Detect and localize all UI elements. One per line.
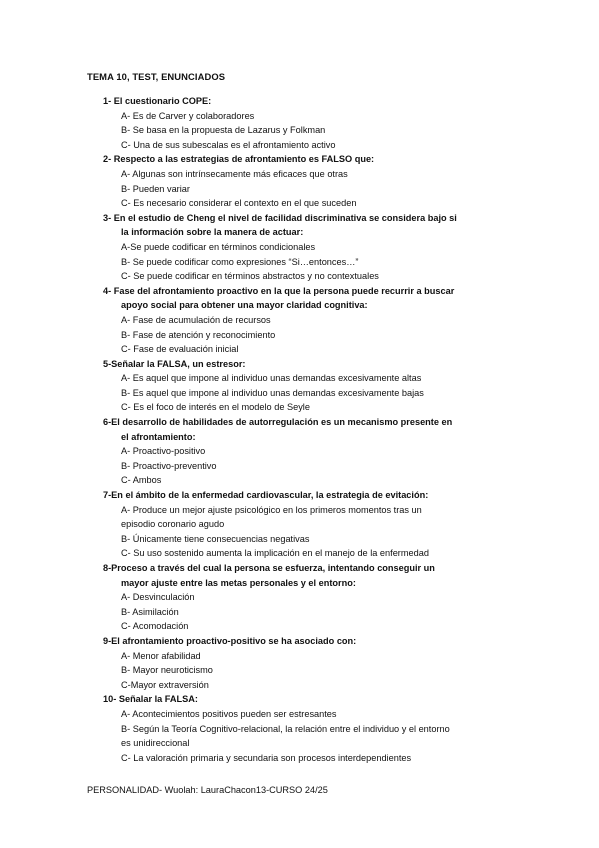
answer-option: B- Pueden variar xyxy=(121,183,190,194)
document-title: TEMA 10, TEST, ENUNCIADOS xyxy=(87,71,226,82)
answer-option: C- La valoración primaria y secundaria son procesos interdependientes xyxy=(121,752,412,763)
question-item xyxy=(0,634,599,692)
answer-option: B- Se basa en la propuesta de Lazarus y Folkman xyxy=(121,125,326,136)
answer-option: episodio coronario agudo xyxy=(121,519,225,530)
answer-option: C- Es necesario considerar el contexto en el que suceden xyxy=(121,198,357,209)
answer-option: C- Fase de evaluación inicial xyxy=(121,344,239,355)
question-text: 7-En el ámbito de la enfermedad cardiovascular, la estrategia de evitación: xyxy=(103,490,429,501)
answer-option: B- Proactivo-preventivo xyxy=(121,460,217,471)
question-text: la información sobre la manera de actuar: xyxy=(121,227,304,238)
question-text: 10- Señalar la FALSA: xyxy=(103,694,198,705)
answer-option: B- Asimilación xyxy=(121,606,179,617)
question-text: 2- Respecto a las estrategias de afrontamiento es FALSO que: xyxy=(103,154,375,165)
question-item xyxy=(0,211,599,284)
answer-option: A- Fase de acumulación de recursos xyxy=(121,314,271,325)
question-text: apoyo social para obtener una mayor claridad cognitiva: xyxy=(121,300,368,311)
answer-option: A- Acontecimientos positivos pueden ser estresantes xyxy=(121,708,337,719)
answer-option: C- Ambos xyxy=(121,475,162,486)
question-item xyxy=(0,284,599,357)
page-footer: PERSONALIDAD- Wuolah: LauraChacon13-CURSO 24/25 xyxy=(87,785,328,795)
question-text: mayor ajuste entre las metas personales y el entorno: xyxy=(121,577,356,588)
question-item xyxy=(0,357,599,415)
question-text: 8-Proceso a través del cual la persona se esfuerza, intentando conseguir un xyxy=(103,563,435,573)
question-text: 9-El afrontamiento proactivo-positivo se ha asociado con: xyxy=(103,635,357,646)
answer-option: C- Se puede codificar en términos abstractos y no contextuales xyxy=(121,271,379,282)
question-item xyxy=(0,94,599,152)
answer-option: A- Menor afabilidad xyxy=(121,650,201,661)
answer-option: C- Su uso sostenido aumenta la implicación en el manejo de la enfermedad xyxy=(121,548,429,559)
answer-option: A-Se puede codificar en términos condicionales xyxy=(121,241,316,252)
answer-option: A- Produce un mejor ajuste psicológico en los primeros momentos tras un xyxy=(121,504,422,515)
question-item xyxy=(0,692,599,765)
question-text: 4- Fase del afrontamiento proactivo en la que la persona puede recurrir a buscar xyxy=(103,285,455,296)
question-text: 1- El cuestionario COPE: xyxy=(103,96,212,106)
answer-option: A- Desvinculación xyxy=(121,592,195,603)
answer-option: B- Únicamente tiene consecuencias negativas xyxy=(121,533,310,544)
answer-option: B- Se puede codificar como expresiones “Si…entonces…” xyxy=(121,256,359,267)
answer-option: A- Algunas son intrínsecamente más eficaces que otras xyxy=(121,168,348,179)
answer-option: A- Es de Carver y colaboradores xyxy=(121,110,255,121)
answer-option: B- Mayor neuroticismo xyxy=(121,665,213,676)
question-item xyxy=(0,488,599,561)
answer-option: C- Acomodación xyxy=(121,621,189,632)
answer-option: B- Fase de atención y reconocimiento xyxy=(121,329,276,340)
question-text: 3- En el estudio de Cheng el nivel de facilidad discriminativa se considera bajo si xyxy=(103,212,457,223)
answer-option: C-Mayor extraversión xyxy=(121,679,209,690)
question-text: el afrontamiento: xyxy=(121,431,196,442)
question-text: 5-Señalar la FALSA, un estresor: xyxy=(103,358,246,369)
answer-option: es unidireccional xyxy=(121,738,190,749)
answer-option: C- Una de sus subescalas es el afrontamiento activo xyxy=(121,139,336,150)
question-text: 6-El desarrollo de habilidades de autorregulación es un mecanismo presente en xyxy=(103,417,453,428)
answer-option: B- Según la Teoría Cognitivo-relacional, la relación entre el individuo y el entorno xyxy=(121,723,450,734)
question-item xyxy=(0,561,599,634)
answer-option: A- Proactivo-positivo xyxy=(121,446,206,457)
answer-option: A- Es aquel que impone al individuo unas demandas excesivamente altas xyxy=(121,373,422,384)
question-item xyxy=(0,415,599,488)
answer-option: B- Es aquel que impone al individuo unas demandas excesivamente bajas xyxy=(121,387,424,398)
question-item xyxy=(0,152,599,210)
question-list xyxy=(0,94,599,765)
answer-option: C- Es el foco de interés en el modelo de Seyle xyxy=(121,402,310,413)
